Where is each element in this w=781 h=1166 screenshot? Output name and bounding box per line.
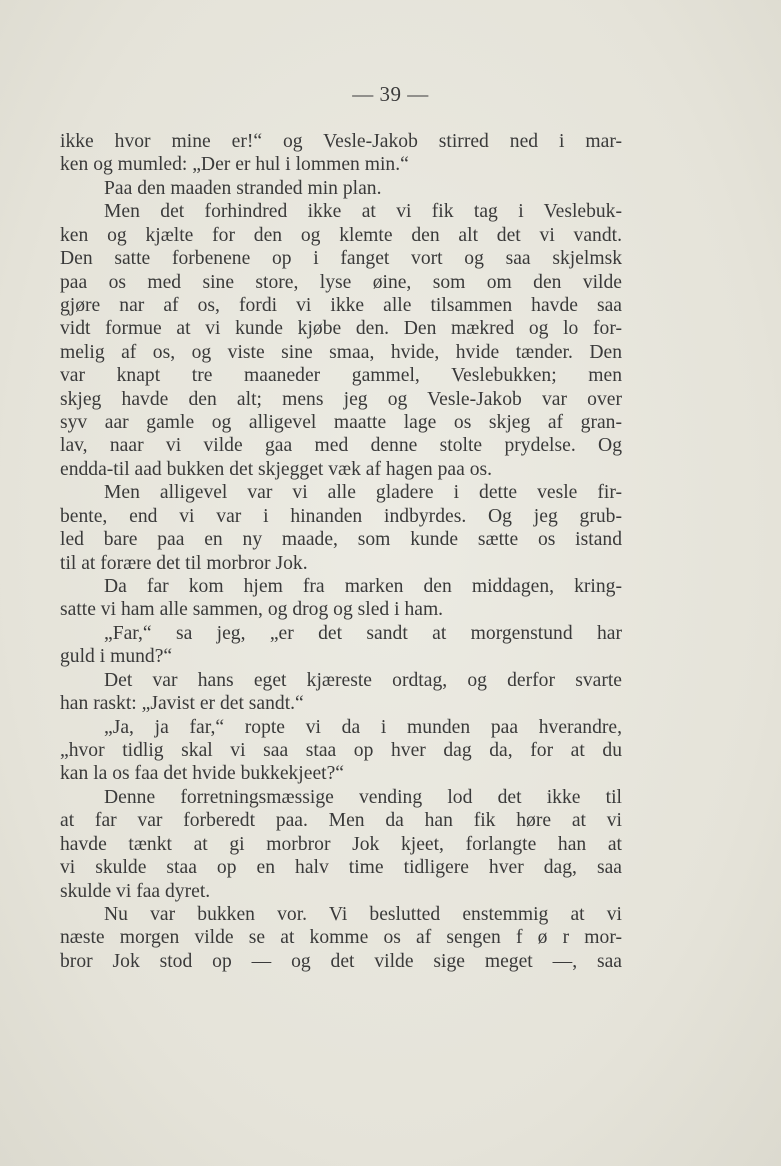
text-line: vi skulde staa op en halv time tidligere hver dag, saa [60, 857, 622, 879]
text-line: vidt formue at vi kunde kjøbe den. Den mækred og lo for- [60, 318, 622, 340]
text-line: skjeg havde den alt; mens jeg og Vesle-Jakob var over [60, 388, 622, 410]
text-line: skulde vi faa dyret. [60, 880, 211, 902]
text-line: Men det forhindred ikke at vi fik tag i Veslebuk- [104, 201, 622, 223]
text-line: „hvor tidlig skal vi saa staa op hver dag da, for at du [60, 739, 622, 761]
text-line: næste morgen vilde se at komme os af sengen f ø r mor- [60, 927, 622, 949]
text-line: satte vi ham alle sammen, og drog og sled i ham. [60, 599, 444, 621]
text-line: led bare paa en ny maade, som kunde sætte os istand [60, 529, 622, 551]
text-line: var knapt tre maaneder gammel, Veslebukken; men [60, 365, 622, 387]
text-line: „Far,“ sa jeg, „er det sandt at morgenstund har [104, 622, 622, 644]
text-line: Nu var bukken vor. Vi beslutted enstemmig at vi [104, 903, 622, 925]
text-line: Den satte forbenene op i fanget vort og saa skjelmsk [60, 248, 622, 270]
text-line: Denne forretningsmæssige vending lod det ikke til [104, 786, 622, 808]
text-line: havde tænkt at gi morbror Jok kjeet, forlangte han at [60, 833, 622, 855]
text-line: guld i mund?“ [60, 646, 173, 668]
text-line: lav, naar vi vilde gaa med denne stolte prydelse. Og [60, 435, 622, 457]
text-line: melig af os, og viste sine smaa, hvide, hvide tænder. Den [60, 341, 622, 363]
text-line: gjøre nar af os, fordi vi ikke alle tilsammen havde saa [60, 294, 622, 316]
text-line: han raskt: „Javist er det sandt.“ [60, 693, 304, 715]
text-line: at far var forberedt paa. Men da han fik høre at vi [60, 810, 622, 832]
text-line: ken og mumled: „Der er hul i lommen min.“ [60, 154, 409, 176]
text-line: bente, end vi var i hinanden indbyrdes. Og jeg grub- [60, 505, 622, 527]
page-number-header: — 39 — [352, 82, 429, 106]
text-line: Det var hans eget kjæreste ordtag, og derfor svarte [104, 669, 622, 691]
text-line: „Ja, ja far,“ ropte vi da i munden paa hverandre, [104, 716, 622, 738]
text-line: kan la os faa det hvide bukkekjeet?“ [60, 763, 344, 785]
text-line: bror Jok stod op — og det vilde sige meget —, saa [60, 950, 622, 972]
text-line: ikke hvor mine er!“ og Vesle-Jakob stirred ned i mar- [60, 131, 622, 152]
text-line: paa os med sine store, lyse øine, som om den vilde [60, 271, 622, 293]
text-line: ken og kjælte for den og klemte den alt det vi vandt. [60, 224, 622, 246]
text-line: til at forære det til morbror Jok. [60, 552, 308, 574]
text-line: Men alligevel var vi alle gladere i dette vesle fir- [104, 482, 622, 504]
text-line: endda-til aad bukken det skjegget væk af hagen paa os. [60, 458, 493, 480]
text-line: syv aar gamle og alligevel maatte lage os skjeg af gran- [60, 412, 622, 434]
text-line: Paa den maaden stranded min plan. [104, 177, 382, 199]
body-text [60, 130, 622, 973]
text-line: Da far kom hjem fra marken den middagen, kring- [104, 576, 622, 598]
